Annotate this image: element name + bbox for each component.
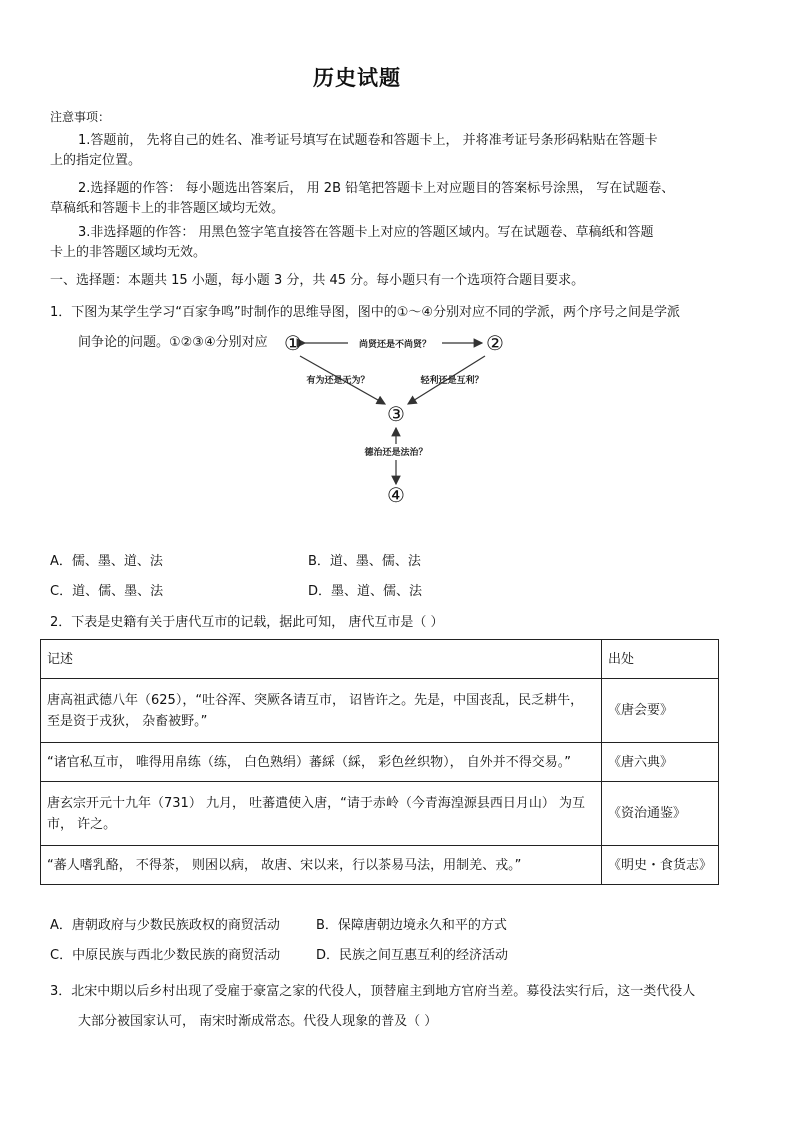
row-source: 《唐六典》 xyxy=(601,743,718,782)
edge-label-3-4: 德治还是法治？ xyxy=(364,448,428,458)
node-3: ③ xyxy=(387,402,405,426)
table-row xyxy=(41,782,719,846)
q2-stem: 2．下表是史籍有关于唐代互市的记载，据此可知， 唐代互市是（ ） xyxy=(50,615,444,630)
notice-item-1-line-1: 1.答题前， 先将自己的姓名、准考证号填写在试题卷和答题卡上， 并将准考证号条形码粘贴在答题卡 xyxy=(78,133,658,148)
notice-item-2-line-2: 草稿纸和答题卡上的非答题区域均无效。 xyxy=(50,201,285,216)
row-source: 《唐会要》 xyxy=(601,679,718,743)
notice-item-3-line-2: 卡上的非答题区域均无效。 xyxy=(50,245,207,260)
q1-stem-line-1: 1．下图为某学生学习“百家争鸣”时制作的思维导图，图中的①～④分别对应不同的学派，两个序号之间是学派 xyxy=(50,305,681,320)
node-4: ④ xyxy=(387,483,405,507)
notice-item-3-line-1: 3.非选择题的作答： 用黑色签字笔直接答在答题卡上对应的答题区域内。写在试题卷、草稿纸和答题 xyxy=(78,225,654,240)
q2-records-table xyxy=(40,639,719,885)
edge-label-1-2: 尚贤还是不尚贤？ xyxy=(358,340,432,350)
q1-stem-line-2: 间争论的问题。①②③④分别对应 xyxy=(78,335,268,350)
q1-option-c[interactable]: C．道、儒、墨、法 xyxy=(50,584,164,599)
notice-item-1-line-2: 上的指定位置。 xyxy=(50,153,142,168)
mind-map-diagram xyxy=(270,326,530,516)
row-source: 《资治通鉴》 xyxy=(601,782,718,846)
q1-option-a[interactable]: A．儒、墨、道、法 xyxy=(50,554,163,569)
table-header-row xyxy=(41,640,719,679)
section-1-heading: 一、选择题：本题共 15 小题，每小题 3 分，共 45 分。每小题只有一个选项符合题目要求。 xyxy=(50,273,585,288)
page-title: 历史试题 xyxy=(313,66,401,90)
node-1: ① xyxy=(284,331,302,355)
table-row xyxy=(41,679,719,743)
q1-option-d[interactable]: D．墨、道、儒、法 xyxy=(308,584,423,599)
header-source: 出处 xyxy=(601,640,718,679)
row-record: “蕃人嗜乳酪， 不得茶， 则困以病， 故唐、宋以来，行以茶易马法，用制羌、戎。” xyxy=(41,846,602,885)
table-row xyxy=(41,846,719,885)
q3-stem-line-2: 大部分被国家认可， 南宋时渐成常态。代役人现象的普及（ ） xyxy=(78,1014,438,1029)
notice-item-2-line-1: 2.选择题的作答： 每小题选出答案后， 用 2B 铅笔把答题卡上对应题目的答案标号涂黑， 写在试题卷、 xyxy=(78,181,675,196)
q2-option-a[interactable]: A．唐朝政府与少数民族政权的商贸活动 xyxy=(50,918,280,933)
row-record: 唐玄宗开元十九年（731） 九月， 吐蕃遣使入唐，“请于赤岭（今青海湟源县西日月山） 为互市， 许之。 xyxy=(41,782,602,846)
edge-label-1-3: 有为还是无为？ xyxy=(306,376,370,386)
notice-heading: 注意事项： xyxy=(50,110,111,124)
row-record: 唐高祖武德八年（625），“吐谷浑、突厥各请互市， 诏皆许之。先是，中国丧乱，民乏耕牛，至是资于戎狄， 杂畜被野。” xyxy=(41,679,602,743)
row-record: “诸官私互市， 唯得用帛练（练， 白色熟绢）蕃綵（綵， 彩色丝织物）， 自外并不得交易。” xyxy=(41,743,602,782)
table-row xyxy=(41,743,719,782)
edge-label-2-3: 轻利还是互利？ xyxy=(420,376,484,386)
q1-option-b[interactable]: B．道、墨、儒、法 xyxy=(308,554,421,569)
node-2: ② xyxy=(486,331,504,355)
q2-option-b[interactable]: B．保障唐朝边境永久和平的方式 xyxy=(316,918,507,933)
header-record: 记述 xyxy=(41,640,602,679)
row-source: 《明史・食货志》 xyxy=(601,846,718,885)
q2-option-d[interactable]: D．民族之间互惠互利的经济活动 xyxy=(316,948,509,963)
q2-option-c[interactable]: C．中原民族与西北少数民族的商贸活动 xyxy=(50,948,281,963)
q3-stem-line-1: 3．北宋中期以后乡村出现了受雇于豪富之家的代役人，顶替雇主到地方官府当差。募役法实行后，这一类代役人 xyxy=(50,984,696,999)
